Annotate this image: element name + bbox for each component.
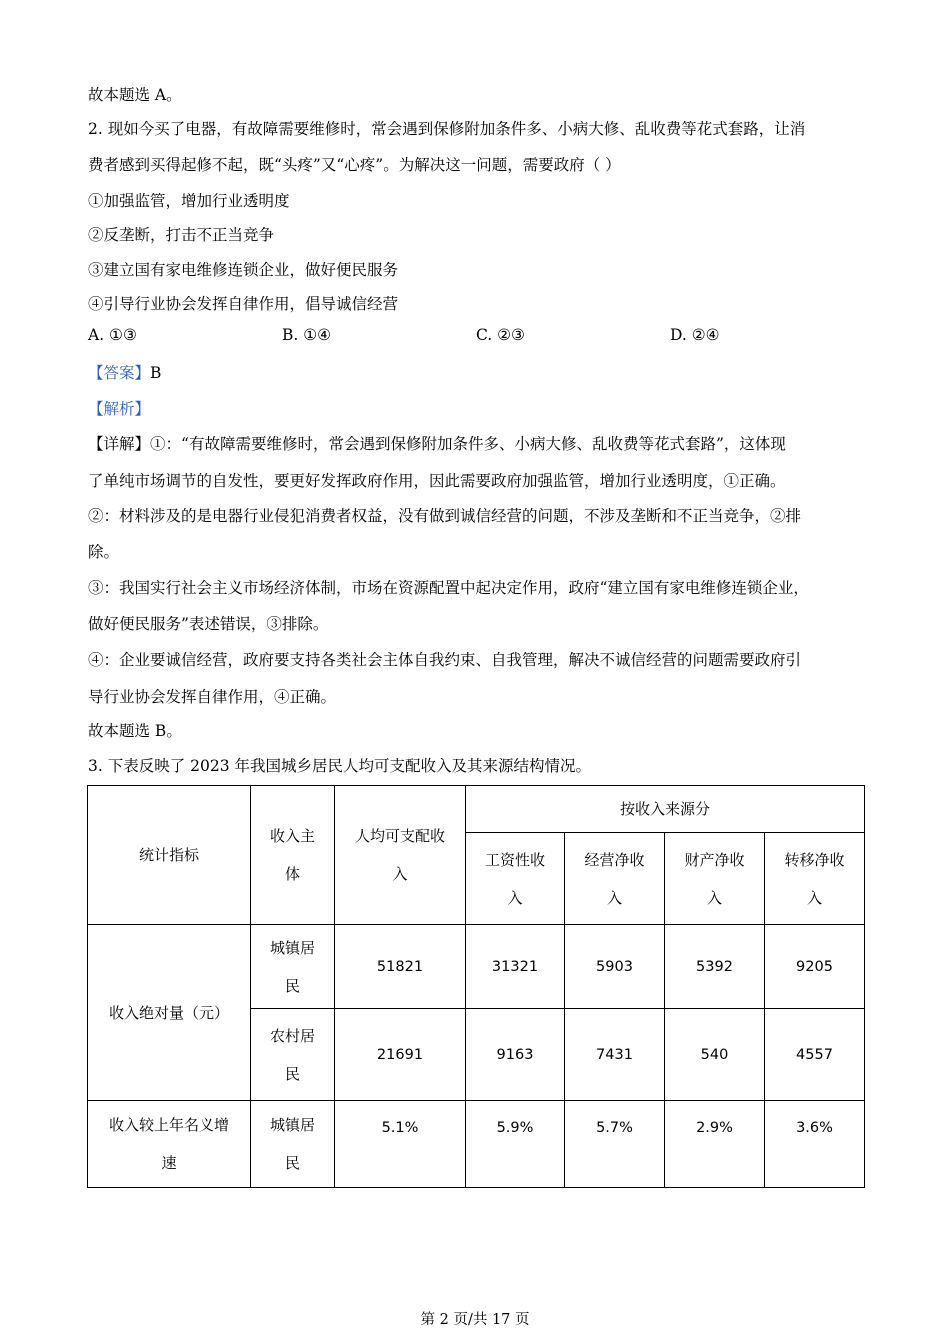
table-cell: 5.9% xyxy=(466,1101,565,1188)
option-4: ④引导行业协会发挥自律作用，倡导诚信经营 xyxy=(88,295,399,313)
question-3-stem: 3. 下表反映了 2023 年我国城乡居民人均可支配收入及其来源结构情况。 xyxy=(88,757,592,775)
detail-p1a: ①：“有故障需要维修时，常会遇到保修附加条件多、小病大修、乱收费等花式套路”，这体现 xyxy=(150,435,786,453)
header-subject: 收入主 体 xyxy=(251,786,335,925)
choice-b: B. ①④ xyxy=(282,326,332,344)
table-cell: 21691 xyxy=(335,1009,466,1101)
table-cell: 3.6% xyxy=(765,1101,865,1188)
answer-tag: 【答案】 xyxy=(88,364,151,382)
header-per-capita: 人均可支配收 入 xyxy=(335,786,466,925)
header-transfer: 转移净收 入 xyxy=(765,833,865,925)
table-cell: 7431 xyxy=(565,1009,665,1101)
table-cell: 5903 xyxy=(565,925,665,1009)
answer-value: B xyxy=(150,364,162,382)
analysis-tag: 【解析】 xyxy=(88,400,151,418)
table-cell: 2.9% xyxy=(665,1101,765,1188)
row-label-absolute: 收入绝对量（元） xyxy=(88,925,251,1101)
subject-urban: 城镇居 民 xyxy=(251,925,335,1009)
detail-tag: 【详解】 xyxy=(88,435,151,453)
table-cell: 9205 xyxy=(765,925,865,1009)
detail-p2-line2: 除。 xyxy=(88,543,120,561)
conclusion-q1: 故本题选 A。 xyxy=(88,86,182,104)
detail-p1-line2: 了单纯市场调节的自发性，要更好发挥政府作用，因此需要政府加强监管，增加行业透明度，①正确。 xyxy=(88,472,786,490)
answer-line xyxy=(88,361,161,383)
header-wage: 工资性收 入 xyxy=(466,833,565,925)
income-table xyxy=(87,785,865,1188)
choice-a: A. ①③ xyxy=(88,326,137,344)
detail-p4-line1: ④：企业要诚信经营，政府要支持各类社会主体自我约束、自我管理，解决不诚信经营的问题需要政府引 xyxy=(88,651,802,669)
row-label-growth: 收入较上年名义增 速 xyxy=(88,1101,251,1188)
header-indicator: 统计指标 xyxy=(88,786,251,925)
choice-c: C. ②③ xyxy=(476,326,525,344)
question-2-stem-line1: 2. 现如今买了电器，有故障需要维修时，常会遇到保修附加条件多、小病大修、乱收费等花式套路，让消 xyxy=(88,120,806,138)
option-3: ③建立国有家电维修连锁企业，做好便民服务 xyxy=(88,261,399,279)
option-2: ②反垄断，打击不正当竞争 xyxy=(88,226,275,244)
option-1: ①加强监管，增加行业透明度 xyxy=(88,192,290,210)
header-property: 财产净收 入 xyxy=(665,833,765,925)
table-cell: 31321 xyxy=(466,925,565,1009)
header-business: 经营净收 入 xyxy=(565,833,665,925)
table-cell: 4557 xyxy=(765,1009,865,1101)
table-cell: 9163 xyxy=(466,1009,565,1101)
table-cell: 5392 xyxy=(665,925,765,1009)
detail-p2-line1: ②：材料涉及的是电器行业侵犯消费者权益，没有做到诚信经营的问题，不涉及垄断和不正当竞争，②排 xyxy=(88,507,802,525)
detail-p3-line1: ③：我国实行社会主义市场经济体制，市场在资源配置中起决定作用，政府“建立国有家电维修连锁企业， xyxy=(88,579,809,597)
detail-p4-line2: 导行业协会发挥自律作用，④正确。 xyxy=(88,688,337,706)
table-cell: 5.1% xyxy=(335,1101,466,1188)
question-2-stem-line2: 费者感到买得起修不起，既“头疼”又“心疼”。为解决这一问题，需要政府（ ） xyxy=(88,156,621,174)
conclusion-q2: 故本题选 B。 xyxy=(88,722,182,740)
choice-d: D. ②④ xyxy=(670,326,720,344)
table-cell: 540 xyxy=(665,1009,765,1101)
table-cell: 51821 xyxy=(335,925,466,1009)
subject-urban-growth: 城镇居 民 xyxy=(251,1101,335,1188)
detail-p3-line2: 做好便民服务”表述错误，③排除。 xyxy=(88,615,329,633)
table-cell: 5.7% xyxy=(565,1101,665,1188)
page-footer: 第 2 页/共 17 页 xyxy=(420,1312,530,1328)
subject-rural: 农村居 民 xyxy=(251,1009,335,1101)
header-by-source: 按收入来源分 xyxy=(466,786,865,833)
detail-p1-line1 xyxy=(88,432,786,454)
